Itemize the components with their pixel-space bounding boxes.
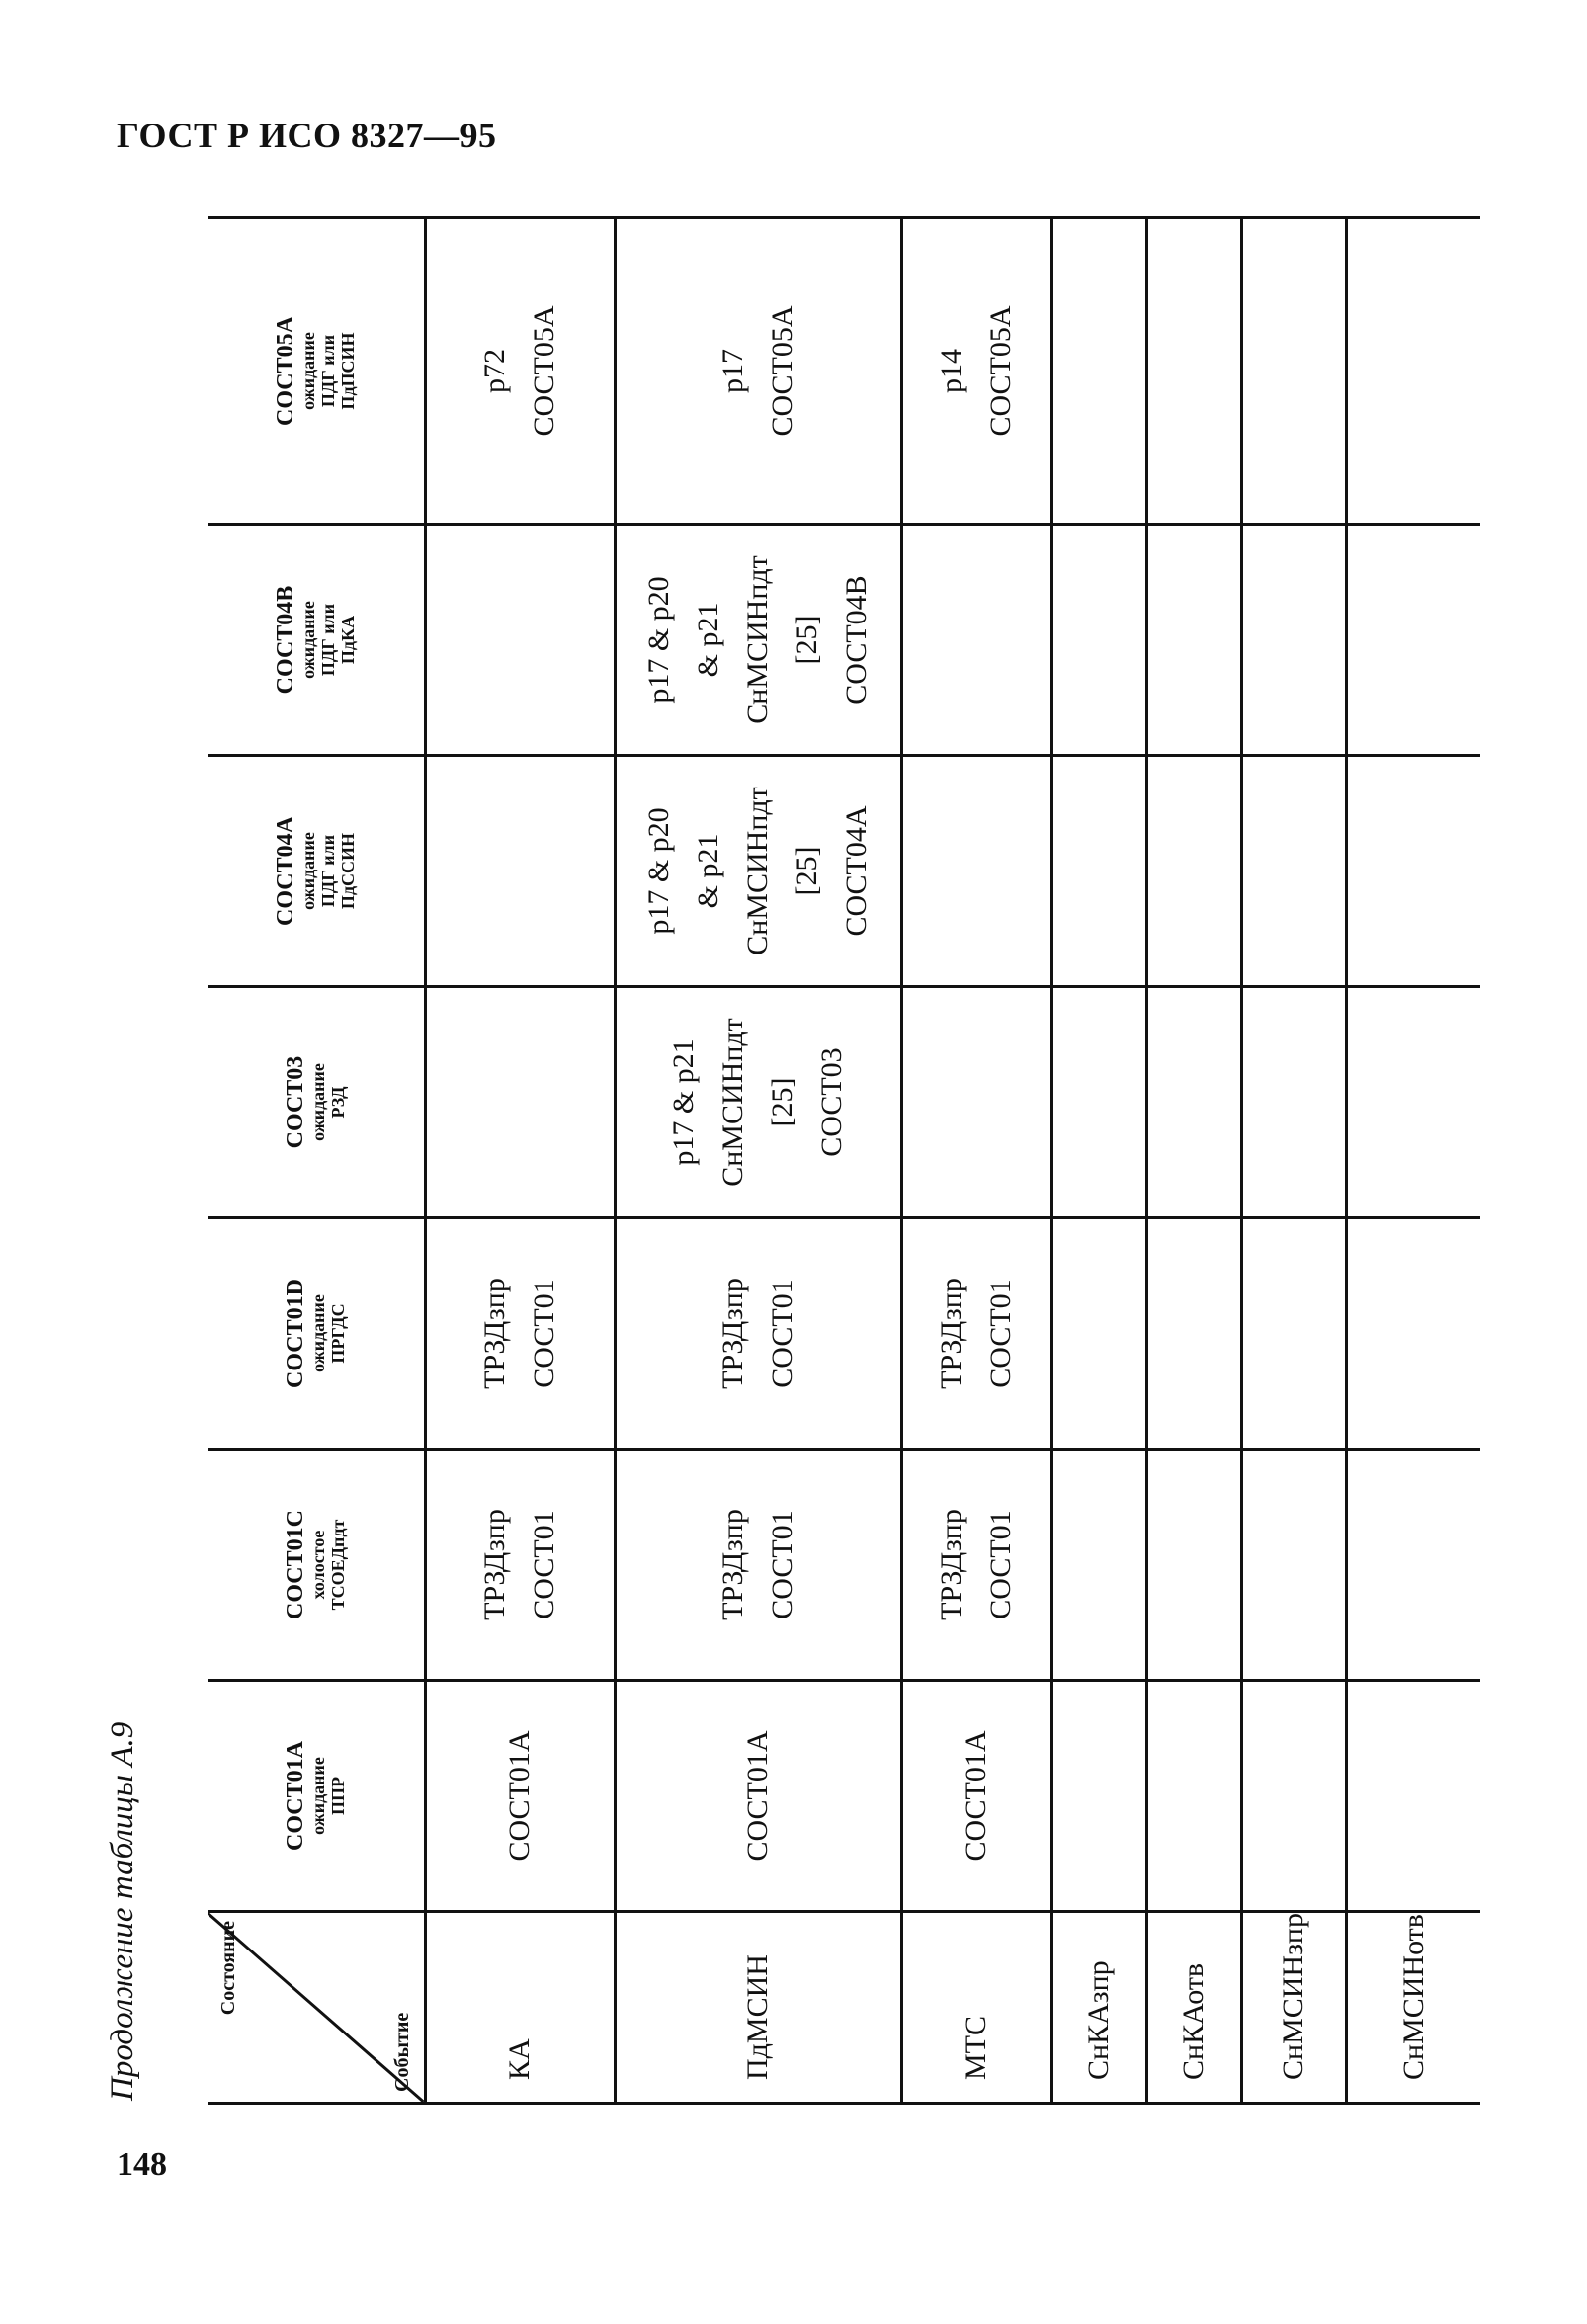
action-cell [615,756,901,987]
action-line: ТРЗДзпр [716,1278,749,1389]
table-row [615,218,901,2104]
action-cell [1146,987,1241,1218]
action-line: СОСТ05А [528,305,560,437]
action-cell [1146,1681,1241,1912]
state-table-wrapper [208,219,1480,2105]
action-cell [1146,1218,1241,1450]
column-state-description: ПдПСИН [338,332,359,410]
action-cell [1241,756,1346,987]
column-state-description: ожидание [308,1294,329,1372]
event-cell: СнКАзпр [1051,1912,1146,2104]
action-line: [25] [791,846,823,896]
column-state-code: СОСТ04В [273,585,299,695]
table-row [1346,218,1480,2104]
action-cell [1346,525,1480,756]
action-line: СОСТ01А [960,1730,992,1862]
column-state-code: СОСТ04А [273,816,299,926]
event-cell: МТС [901,1912,1051,2104]
action-cell [1241,1450,1346,1681]
column-state-description: ожидание [308,1757,329,1835]
action-cell [615,987,901,1218]
action-line: СОСТ01 [984,1510,1017,1619]
action-cell [1346,1218,1480,1450]
column-state-description: ПДГ или [318,603,339,677]
action-line: СОСТ01 [528,1510,560,1619]
action-cell [615,1218,901,1450]
action-line: СОСТ01 [766,1279,798,1388]
action-line: p17 & p20 [642,576,675,704]
column-state-description: ожидание [298,332,319,410]
page-number: 148 [117,2146,167,2183]
action-cell [425,1681,615,1912]
table-row [901,218,1051,2104]
action-cell [1146,1450,1241,1681]
column-state-description: ПДГ или [318,834,339,908]
action-line: p72 [478,349,511,393]
event-cell: КА [425,1912,615,2104]
action-cell [425,1218,615,1450]
action-line: СОСТ01А [503,1730,536,1862]
column-state-description: ПРГДС [328,1303,349,1364]
action-cell [1346,756,1480,987]
action-cell [1346,1681,1480,1912]
action-cell [1051,1681,1146,1912]
action-cell [1241,218,1346,525]
column-header-cell [208,1450,425,1681]
column-header-cell [208,1681,425,1912]
action-cell [425,525,615,756]
action-cell [1146,525,1241,756]
state-transition-table [208,216,1480,2105]
column-header-cell [208,525,425,756]
column-header-cell [208,1218,425,1450]
action-cell [1146,218,1241,525]
action-line: & p21 [692,833,724,909]
action-line: p14 [935,349,967,393]
action-cell [615,218,901,525]
action-cell [901,525,1051,756]
action-line: СнМСИНпдт [741,787,774,955]
table-row [425,218,615,2104]
column-state-code: СОСТ01С [283,1510,309,1619]
action-line: СОСТ03 [815,1047,848,1157]
action-cell [425,756,615,987]
action-line: p17 [716,349,749,393]
column-state-description: ПДГ или [318,334,339,408]
action-line: ТРЗДзпр [935,1278,967,1389]
action-cell [1241,987,1346,1218]
action-line: СОСТ04А [840,805,873,937]
column-state-code: СОСТ01А [283,1741,309,1851]
action-line: ТРЗДзпр [716,1509,749,1620]
table-row [1051,218,1146,2104]
action-line: [25] [766,1077,798,1127]
column-state-description: РЗД [328,1086,349,1119]
column-state-description: ожидание [298,832,319,910]
event-cell: СнМСИНзпр [1241,1912,1346,2104]
action-cell [1241,1681,1346,1912]
action-cell [1051,756,1146,987]
column-state-description: ожидание [308,1063,329,1141]
action-cell [901,218,1051,525]
action-line: ТРЗДзпр [935,1509,967,1620]
action-line: СОСТ01А [741,1730,774,1862]
column-state-code: СОСТ05А [273,316,299,426]
column-state-description: ППР [328,1777,349,1815]
action-cell [901,987,1051,1218]
action-line: [25] [791,615,823,665]
action-cell [1241,525,1346,756]
action-line: ТРЗДзпр [478,1278,511,1389]
action-cell [901,1450,1051,1681]
corner-cell [208,1912,425,2104]
table-row [1146,218,1241,2104]
column-header-cell [208,218,425,525]
action-line: СнМСИНпдт [716,1018,749,1187]
action-cell [425,218,615,525]
action-line: & p21 [692,602,724,678]
column-header-cell [208,756,425,987]
column-state-description: ПдКА [338,615,359,665]
action-cell [1051,1450,1146,1681]
action-cell [1051,525,1146,756]
event-cell: СнМСИНотв [1346,1912,1480,2104]
table-caption: Продолжение таблицы А.9 [105,1721,140,2101]
action-line: ТРЗДзпр [478,1509,511,1620]
action-line: СнМСИНпдт [741,555,774,724]
action-cell [1346,987,1480,1218]
column-state-code: СОСТ01D [283,1279,309,1388]
column-state-description: ТСОЕДпдт [328,1519,349,1611]
action-cell [901,1218,1051,1450]
action-cell [615,525,901,756]
action-cell [901,1681,1051,1912]
event-cell: СнКАотв [1146,1912,1241,2104]
corner-state-label: Состояние [217,1921,239,2016]
table-header-row [208,218,425,2104]
action-line: СОСТ04В [840,575,873,705]
action-line: СОСТ05А [766,305,798,437]
action-cell [1051,218,1146,525]
action-cell [615,1450,901,1681]
action-line: СОСТ01 [766,1510,798,1619]
action-cell [1346,218,1480,525]
action-line: p17 & p21 [667,1038,700,1166]
action-cell [615,1681,901,1912]
column-state-description: холостое [308,1530,329,1600]
action-line: СОСТ05А [984,305,1017,437]
column-state-description: ожидание [298,601,319,679]
action-cell [425,987,615,1218]
action-line: СОСТ01 [984,1279,1017,1388]
action-cell [1241,1218,1346,1450]
event-cell: ПдМСИН [615,1912,901,2104]
document-header: ГОСТ Р ИСО 8327—95 [117,116,497,155]
table-row [1241,218,1346,2104]
corner-event-label: Событие [390,2012,413,2092]
column-state-code: СОСТ03 [283,1055,309,1149]
action-cell [1146,756,1241,987]
action-cell [425,1450,615,1681]
column-state-description: ПдССИН [338,832,359,910]
action-line: СОСТ01 [528,1279,560,1388]
action-cell [1346,1450,1480,1681]
column-header-cell [208,987,425,1218]
action-cell [901,756,1051,987]
action-cell [1051,987,1146,1218]
action-cell [1051,1218,1146,1450]
action-line: p17 & p20 [642,807,675,935]
